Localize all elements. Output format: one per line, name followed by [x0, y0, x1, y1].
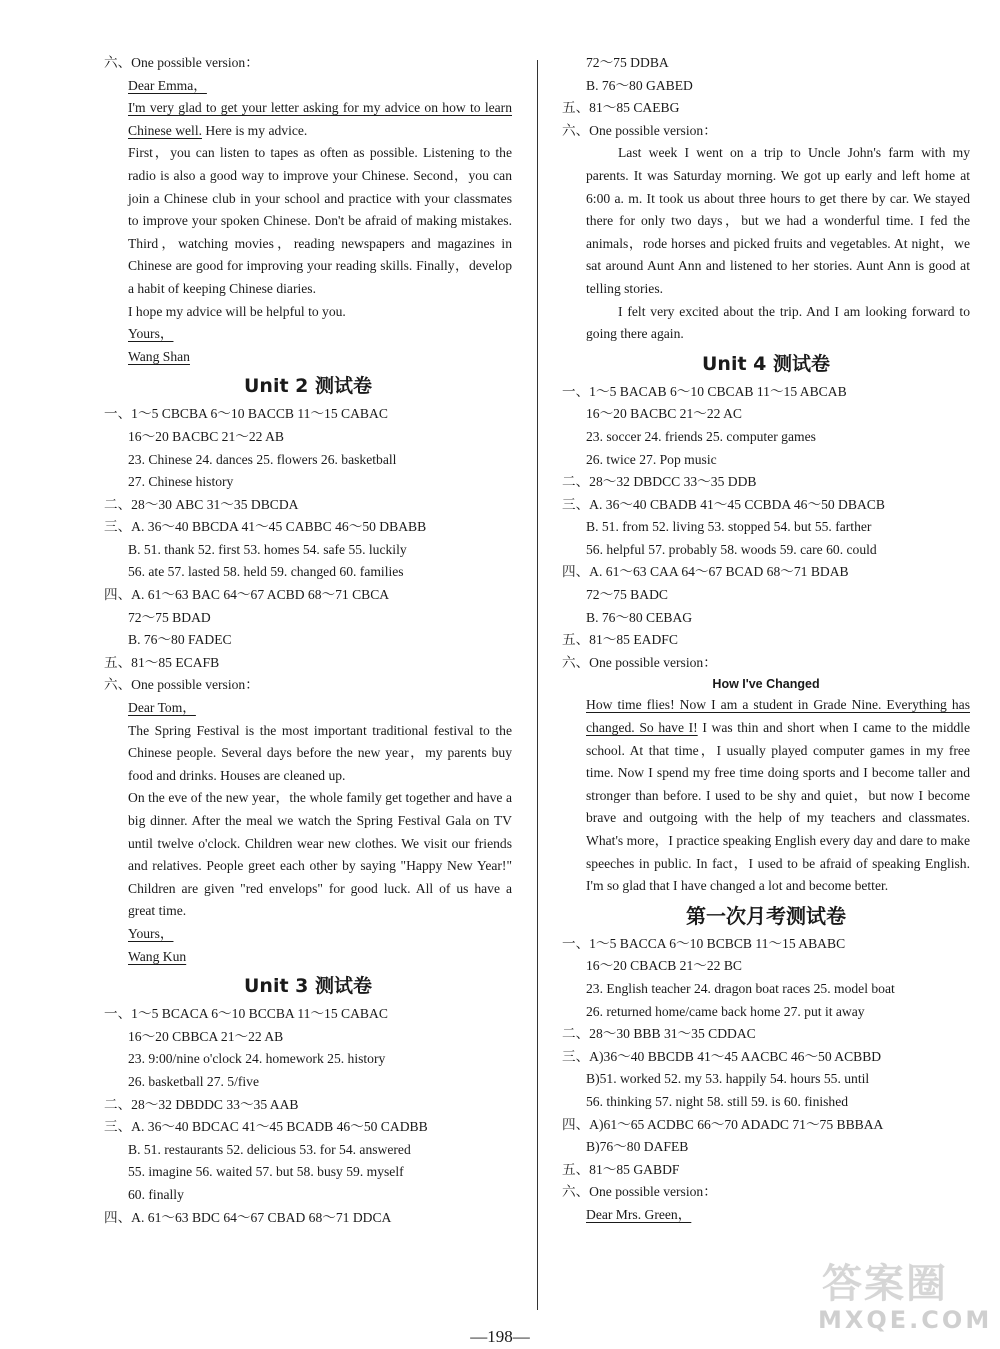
answer-line: 一、1～5 BCACA 6～10 BCCBA 11～15 CABAC: [104, 1006, 388, 1022]
monthly-answers: [562, 933, 970, 1227]
answer-line: 三、A. 36～40 CBADB 41～45 CCBDA 46～50 DBACB: [562, 496, 885, 512]
answer-line: 16～20 BACBC 21～22 AB: [128, 428, 284, 444]
answer-line: 四、A)61～65 ACDBC 66～70 ADADC 71～75 BBBAA: [562, 1116, 884, 1132]
right-column: [562, 52, 970, 1227]
monthly-test-title: 第一次月考测试卷: [686, 903, 846, 928]
watermark-text: 答案圈: [822, 1261, 948, 1307]
answer-line: B. 76～80 FADEC: [128, 632, 232, 648]
answer-line: 五、81～85 EADFC: [562, 632, 678, 648]
letter-salutation: Dear Emma，: [128, 77, 207, 93]
answer-line: 60. finally: [128, 1186, 184, 1202]
essay-paragraph: I felt very excited about the trip. And I am looking forward to going there again.: [586, 303, 970, 342]
unit4-title: Unit 4 测试卷: [702, 352, 830, 375]
answer-line: 二、28～30 ABC 31～35 DBCDA: [104, 496, 299, 512]
unit2-answers: [104, 403, 512, 697]
answer-line: 72～75 BDAD: [128, 609, 211, 625]
answer-line: 二、28～30 BBB 31～35 CDDAC: [562, 1026, 756, 1042]
letter-closing: Yours，: [128, 326, 174, 342]
letter-salutation: Dear Mrs. Green，: [586, 1206, 692, 1222]
answer-line: B. 76～80 GABED: [586, 77, 693, 93]
answer-line: 六、One possible version：: [562, 1184, 717, 1200]
letter-salutation: Dear Tom，: [128, 700, 196, 716]
letter-signature: Wang Kun: [128, 948, 187, 964]
answer-line: 六、One possible version：: [104, 677, 259, 693]
letter-paragraph: I hope my advice will be helpful to you.: [128, 303, 346, 319]
answer-line: 56. thinking 57. night 58. still 59. is 60. finished: [586, 1093, 849, 1109]
answer-line: 三、A. 36～40 BDCAC 41～45 BCADB 46～50 CADBB: [104, 1119, 428, 1135]
answer-line: B)76～80 DAFEB: [586, 1139, 689, 1155]
answer-line: 一、1～5 BACCA 6～10 BCBCB 11～15 ABABC: [562, 935, 846, 951]
answer-line: 72～75 DDBA: [586, 55, 669, 70]
essay-underlined-opening: How time flies! Now I am a student in Grade Nine. Everything has changed. So have I!: [586, 697, 970, 736]
unit2-title: Unit 2 测试卷: [244, 375, 372, 398]
page-number: —198—: [470, 1327, 530, 1346]
letter-signature: Wang Shan: [128, 348, 190, 364]
answer-line: 56. helpful 57. probably 58. woods 59. care 60. could: [586, 541, 877, 557]
answer-line: 27. Chinese history: [128, 474, 234, 490]
answer-line: 55. imagine 56. waited 57. but 58. busy 59. myself: [128, 1164, 404, 1180]
answer-line: B. 51. restaurants 52. delicious 53. for 54. answered: [128, 1141, 411, 1157]
answer-line: 三、A)36～40 BBCDB 41～45 AACBC 46～50 ACBBD: [562, 1048, 882, 1064]
answer-line: B. 76～80 CEBAG: [586, 609, 693, 625]
answer-line: 三、A. 36～40 BBCDA 41～45 CABBC 46～50 DBABB: [104, 519, 427, 535]
letter-body: [104, 720, 512, 923]
watermark-url: MXQE.COM: [818, 1306, 993, 1334]
answer-line: 四、A. 61～63 BAC 64～67 ACBD 68～71 CBCA: [104, 587, 390, 603]
letter-tom: [104, 697, 512, 968]
letter-emma: [104, 75, 512, 369]
letter-paragraph: On the eve of the new year，the whole family get together and have a big dinner. After the meal we watch the Spring Festival Gala on TV until twelve o'clock. Children wear new clothes. We visit our friends and relatives. People greet each other by saying "Happy New Year!" Children are given "red envelops" for good luck. All of us have a great time.: [128, 790, 512, 919]
answer-line: 一、1～5 BACAB 6～10 CBCAB 11～15 ABCAB: [562, 383, 847, 399]
answer-line: 四、A. 61～63 BDC 64～67 CBAD 68～71 DDCA: [104, 1209, 392, 1225]
column-divider: [537, 60, 538, 1310]
section-six-label: 六、One possible version：: [104, 55, 259, 70]
essay-rest: I was thin and short when I came to the middle school. At that time，I usually played computer games in my free time. Now I spend my free time doing sports and I become taller and stronger than before. I used to be shy and quiet，but now I become brave and outgoing with the help of my teachers and classmates. What's more，I practice speaking English every day and dare to make speeches in public. In fact，I used to be afraid of speaking English. I'm so glad that I have changed a lot and become better.: [586, 720, 970, 894]
unit3-continued: [562, 52, 970, 346]
answer-line: 26. basketball 27. 5/five: [128, 1073, 259, 1089]
letter-underlined-opening: I'm very glad to get your letter asking for my advice on how to learn Chinese well.: [128, 100, 512, 138]
essay-paragraph: Last week I went on a trip to Uncle John's farm with my parents. It was Saturday morning. We got up early and left home at 6:00 a. m. It took us about three hours to get there by car. We stayed there for only two days，but we had a wonderful time. I fed the animals，rode horses and picked fruits and vegetables. At night，we sat around Aunt Ann and listened to her stories. Aunt Ann is good at telling stories.: [586, 145, 970, 296]
letter-closing: Yours，: [128, 925, 174, 941]
essay-body: [562, 142, 970, 345]
answer-line: 五、81～85 CAEBG: [562, 100, 680, 116]
answer-line: 16～20 CBACB 21～22 BC: [586, 958, 742, 974]
letter-paragraph: First，you can listen to tapes as often as possible. Listening to the radio is also a good way to improve your Chinese. Second，you can join a Chinese club in your school and practice with your classmates to improve your spoken Chinese. Don't be afraid of making mistakes. Third，watching movies，reading newspapers and magazines in Chinese are good for improving your reading skills. Finally，develop a habit of keeping Chinese diaries.: [128, 145, 512, 296]
answer-line: 二、28～32 DBDDC 33～35 AAB: [104, 1096, 299, 1112]
unit3-answers: [104, 1003, 512, 1229]
answer-line: B. 51. from 52. living 53. stopped 54. but 55. farther: [586, 519, 872, 535]
unit4-answers: [562, 381, 970, 898]
essay-title: How I've Changed: [712, 677, 820, 692]
answer-line: 56. ate 57. lasted 58. held 59. changed 60. families: [128, 564, 404, 580]
left-column: [104, 52, 512, 1229]
answer-line: 五、81～85 ECAFB: [104, 654, 220, 670]
answer-line: 23. Chinese 24. dances 25. flowers 26. basketball: [128, 451, 397, 467]
answer-line: 四、A. 61～63 CAA 64～67 BCAD 68～71 BDAB: [562, 564, 849, 580]
answer-line: 72～75 BADC: [586, 587, 668, 603]
answer-line: 26. returned home/came back home 27. put it away: [586, 1003, 865, 1019]
essay-body: [562, 694, 970, 897]
answer-line: 16～20 BACBC 21～22 AC: [586, 406, 742, 422]
answer-line: 23. soccer 24. friends 25. computer games: [586, 428, 816, 444]
letter-body: [104, 97, 512, 323]
unit3-title: Unit 3 测试卷: [244, 975, 372, 998]
answer-line: B. 51. thank 52. first 53. homes 54. safe 55. luckily: [128, 541, 407, 557]
answer-line: 六、One possible version：: [562, 654, 717, 670]
answer-line: B)51. worked 52. my 53. happily 54. hours 55. until: [586, 1071, 870, 1087]
answer-line: 26. twice 27. Pop music: [586, 451, 717, 467]
answer-line: 一、1～5 CBCBA 6～10 BACCB 11～15 CABAC: [104, 406, 388, 422]
letter-paragraph: The Spring Festival is the most important traditional festival to the Chinese people. Several days before the new year，my parents buy food and drinks. Houses are cleaned up.: [128, 722, 512, 783]
answer-line: 六、One possible version：: [562, 122, 717, 138]
answer-line: 五、81～85 GABDF: [562, 1161, 680, 1177]
answer-line: 23. English teacher 24. dragon boat races 25. model boat: [586, 980, 895, 996]
answer-line: 二、28～32 DBDCC 33～35 DDB: [562, 474, 757, 490]
watermark-logo: [800, 1248, 993, 1344]
answer-line: 16～20 CBBCA 21～22 AB: [128, 1028, 284, 1044]
answer-line: 23. 9:00/nine o'clock 24. homework 25. history: [128, 1051, 386, 1067]
letter-opening-rest: Here is my advice.: [202, 122, 308, 138]
